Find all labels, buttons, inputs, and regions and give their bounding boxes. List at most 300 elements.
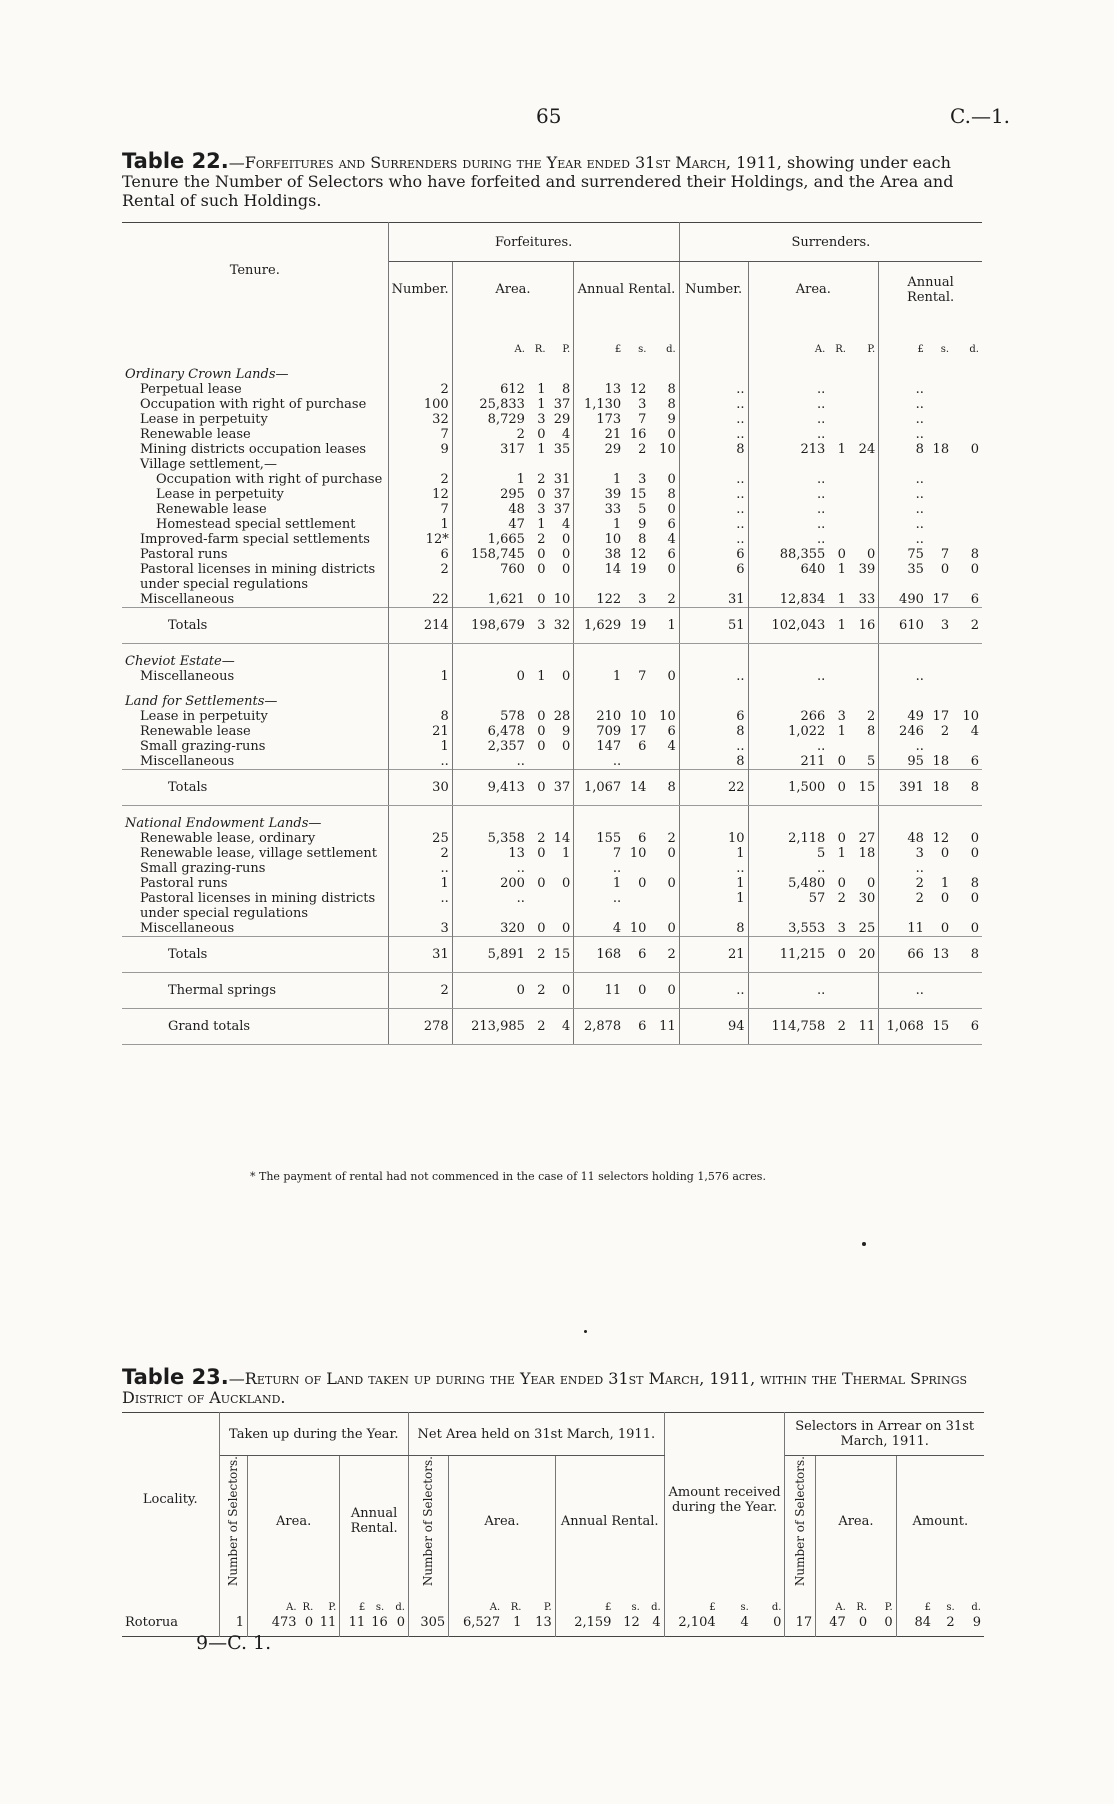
forfeit-area-header: Area. — [452, 262, 574, 318]
cell: 1 — [649, 607, 679, 643]
cell: .. — [817, 426, 826, 442]
cell: 8 — [549, 382, 574, 397]
unit-label: R. — [835, 343, 846, 355]
cell: 0 — [537, 591, 546, 607]
tenure-label: Occupation with right of purchase — [122, 472, 388, 487]
cell: 2 — [649, 936, 679, 972]
cell: 0 — [940, 890, 950, 906]
cell: 0 — [537, 561, 546, 577]
cell: 0 — [387, 1615, 408, 1637]
cell: 5 — [638, 501, 647, 517]
cell: 12 — [629, 546, 647, 562]
cell: 2,104 — [678, 1615, 716, 1631]
cell: 0 — [837, 753, 846, 769]
cell: 17 — [932, 708, 950, 724]
cell: .. — [915, 486, 924, 502]
cell — [927, 427, 952, 442]
cell — [624, 891, 649, 921]
cell: 1 — [537, 668, 546, 684]
cell: 1 — [513, 1615, 522, 1631]
cell: 1,629 — [574, 607, 624, 643]
cell: 0 — [970, 920, 979, 936]
tenure-label: Small grazing-runs — [122, 739, 388, 754]
cell: 0 — [549, 972, 574, 1008]
cell — [927, 643, 952, 669]
cell — [624, 861, 649, 876]
cell — [849, 427, 879, 442]
cell: 14 — [549, 831, 574, 846]
cell: 2 — [388, 972, 452, 1008]
cell: 9 — [649, 412, 679, 427]
cell: 12,834 — [779, 591, 826, 607]
cell: 13 — [604, 381, 622, 397]
tenure-label: Pastoral licenses in mining districts under special regulations — [122, 891, 388, 921]
cell: 0 — [649, 972, 679, 1008]
unit-pence: d. — [752, 1586, 785, 1615]
cell: 7 — [388, 502, 452, 517]
surrender-rental-header: Annual Rental. — [907, 274, 955, 305]
cell: 28 — [549, 709, 574, 724]
cell — [624, 684, 649, 709]
cell: .. — [679, 972, 748, 1008]
cell — [952, 805, 982, 831]
table-22-title — [122, 149, 982, 210]
cell: .. — [516, 753, 525, 769]
cell: 4 — [970, 723, 979, 739]
cell: 16 — [371, 1615, 388, 1631]
cell: 147 — [596, 738, 622, 754]
cell: 0 — [516, 668, 525, 684]
cell — [952, 502, 982, 517]
cell: 31 — [679, 592, 748, 608]
cell: 88,355 — [779, 546, 826, 562]
cell: 10 — [629, 845, 647, 861]
forfeitures-header: Forfeitures. — [388, 223, 679, 262]
cell — [624, 754, 649, 770]
cell: 0 — [940, 845, 950, 861]
cell: 1 — [537, 381, 546, 397]
cell: 3 — [638, 591, 647, 607]
cell: 1,130 — [583, 396, 622, 412]
cell: 9 — [972, 1615, 981, 1631]
cell: 2 — [388, 472, 452, 487]
cell: 13 — [508, 845, 525, 861]
net-rental-header: Annual Rental. — [555, 1456, 664, 1587]
units-row — [122, 318, 982, 357]
cell — [879, 684, 927, 709]
cell: 10 — [629, 708, 647, 724]
cell: 211 — [800, 753, 826, 769]
cell: 2 — [516, 426, 525, 442]
cell: .. — [915, 516, 924, 532]
totals-row — [122, 972, 982, 1008]
cell: 10 — [629, 920, 647, 936]
cell: 8,729 — [487, 411, 525, 427]
cell: 25 — [388, 831, 452, 846]
cell: .. — [679, 427, 748, 442]
cell: 246 — [899, 723, 924, 739]
cell: .. — [915, 860, 924, 876]
page-number: 65 — [536, 104, 562, 128]
cell: 6,478 — [487, 723, 525, 739]
arrear-area-header: Area. — [816, 1456, 896, 1587]
cell — [624, 643, 649, 669]
cell: .. — [817, 471, 826, 487]
units-row — [122, 1586, 984, 1615]
taken-selectors-header — [219, 1456, 247, 1587]
tenure-label: National Endowment Lands— — [122, 805, 388, 831]
cell: 8 — [649, 769, 679, 805]
unit-roods: R. — [510, 1602, 522, 1614]
cell: .. — [817, 860, 826, 876]
net-selectors-header — [408, 1456, 448, 1587]
tenure-label: Occupation with right of purchase — [122, 397, 388, 412]
table-row — [122, 397, 982, 412]
cell — [549, 754, 574, 770]
units-cell — [785, 1586, 816, 1615]
cell — [927, 805, 952, 831]
cell: 6,527 — [462, 1615, 501, 1631]
cell: 14 — [624, 769, 649, 805]
tenure-label: Renewable lease — [122, 502, 388, 517]
unit-acres: A. — [286, 1602, 297, 1614]
unit-label: d. — [649, 318, 679, 357]
tenure-label: Village settlement,— — [122, 457, 388, 472]
cell: 13 — [524, 1615, 555, 1637]
cell: 4 — [549, 1008, 574, 1044]
cell — [549, 643, 574, 669]
cell: 2 — [388, 382, 452, 397]
cell: 11 — [348, 1615, 366, 1631]
cell: 13 — [927, 936, 952, 972]
cell: 2 — [849, 709, 879, 724]
cell: 8 — [649, 382, 679, 397]
totals-row — [122, 607, 982, 643]
cell: 1 — [549, 846, 574, 861]
tenure-label: Miscellaneous — [122, 669, 388, 684]
table-22 — [122, 222, 982, 1045]
cell — [927, 972, 952, 1008]
cell — [927, 472, 952, 487]
cell — [828, 643, 849, 669]
cell: .. — [679, 669, 748, 684]
cell: 37 — [549, 502, 574, 517]
cell: 3,553 — [788, 920, 826, 936]
cell — [388, 357, 452, 382]
arrear-selectors-label: Number of Selectors. — [792, 1456, 807, 1587]
cell: 1 — [679, 846, 748, 861]
cell: 1 — [837, 561, 846, 577]
cell — [388, 643, 452, 669]
cell — [849, 412, 879, 427]
table-row — [122, 861, 982, 876]
table-23-number: Table 23. — [122, 1365, 229, 1389]
cell: 57 — [808, 890, 826, 906]
cell: 15 — [629, 486, 647, 502]
section-heading-row — [122, 357, 982, 382]
cell: .. — [915, 501, 924, 517]
tenure-label: Mining districts occupation leases — [122, 442, 388, 457]
tenure-label: Renewable lease, village settlement — [122, 846, 388, 861]
cell: 8 — [952, 769, 982, 805]
cell: 3 — [638, 471, 647, 487]
cell: 10 — [962, 708, 979, 724]
cell — [679, 684, 748, 709]
cell: 12 — [623, 1615, 640, 1631]
cell: 5,891 — [452, 936, 528, 972]
cell: 1 — [388, 669, 452, 684]
cell — [828, 669, 849, 684]
table-23-title — [122, 1365, 982, 1407]
totals-row — [122, 1008, 982, 1044]
cell: 214 — [388, 607, 452, 643]
cell: 2 — [915, 875, 924, 891]
cell: .. — [679, 532, 748, 547]
cell: 2,118 — [788, 830, 826, 846]
cell: 4 — [649, 739, 679, 754]
cell: 19 — [629, 561, 647, 577]
cell — [952, 412, 982, 427]
cell: 32 — [549, 607, 574, 643]
cell: 4 — [549, 427, 574, 442]
tenure-label: Land for Settlements— — [122, 684, 388, 709]
cell: 14 — [604, 561, 622, 577]
cell: 1 — [612, 516, 622, 532]
cell: 0 — [649, 876, 679, 891]
cell: .. — [516, 860, 525, 876]
unit-pounds: £ — [605, 1602, 612, 1614]
cell: 1,067 — [574, 769, 624, 805]
cell — [849, 805, 879, 831]
table-row — [122, 921, 982, 937]
cell: 0 — [837, 830, 846, 846]
taken-selectors-label: Number of Selectors. — [225, 1456, 240, 1587]
cell — [528, 861, 549, 876]
cell: 2,357 — [487, 738, 525, 754]
cell — [549, 357, 574, 382]
cell — [679, 643, 748, 669]
cell — [849, 357, 879, 382]
cell — [528, 357, 549, 382]
cell: .. — [915, 668, 924, 684]
cell: 37 — [549, 487, 574, 502]
units-cell — [679, 318, 748, 357]
cell — [528, 457, 549, 472]
cell: 10 — [649, 442, 679, 457]
tenure-label: Pastoral runs — [122, 876, 388, 891]
cell — [828, 502, 849, 517]
cell: 18 — [932, 753, 950, 769]
cell: 0 — [870, 1615, 896, 1637]
table-row — [122, 831, 982, 846]
cell: 4 — [643, 1615, 664, 1637]
cell: 158,745 — [471, 546, 525, 562]
cell — [952, 684, 982, 709]
unit-label: R. — [534, 343, 546, 355]
cell: 19 — [624, 607, 649, 643]
cell: 11 — [649, 1008, 679, 1044]
cell: 11 — [907, 920, 924, 936]
cell: 640 — [800, 561, 826, 577]
cell: 16 — [629, 426, 647, 442]
cell — [528, 754, 549, 770]
cell: 0 — [649, 562, 679, 592]
cell: 0 — [940, 561, 950, 577]
cell: 8 — [849, 724, 879, 739]
cell — [879, 643, 927, 669]
cell: 0 — [537, 920, 546, 936]
cell: 32 — [388, 412, 452, 427]
cell — [879, 357, 927, 382]
arrear-selectors-header — [785, 1456, 816, 1587]
cell: .. — [817, 516, 826, 532]
cell: 18 — [932, 441, 950, 457]
cell: 3 — [638, 396, 647, 412]
cell: 7 — [638, 411, 647, 427]
cell: 578 — [500, 708, 525, 724]
cell: 1 — [679, 891, 748, 921]
cell: 18 — [849, 846, 879, 861]
cell — [679, 357, 748, 382]
cell — [849, 643, 879, 669]
cell — [927, 412, 952, 427]
cell: 22 — [679, 769, 748, 805]
cell: .. — [679, 397, 748, 412]
cell: 8 — [679, 442, 748, 457]
tenure-label: Ordinary Crown Lands— — [122, 357, 388, 382]
cell — [879, 805, 927, 831]
tenure-header: Tenure. — [122, 223, 388, 318]
cell: 100 — [388, 397, 452, 412]
cell: 11 — [574, 972, 624, 1008]
cell: 473 — [271, 1615, 297, 1631]
cell: 709 — [596, 723, 622, 739]
table-row — [122, 517, 982, 532]
cell: 5,358 — [487, 830, 525, 846]
table-row — [122, 427, 982, 442]
cell: 2 — [537, 471, 546, 487]
cell — [679, 805, 748, 831]
cell: 0 — [649, 846, 679, 861]
cell: 8 — [679, 754, 748, 770]
cell: 20 — [849, 936, 879, 972]
unit-label: A. — [814, 343, 826, 355]
units-cell — [388, 318, 452, 357]
cell — [849, 861, 879, 876]
cell: 317 — [500, 441, 525, 457]
cell: 0 — [970, 830, 979, 846]
cell: 2 — [528, 972, 549, 1008]
cell — [927, 517, 952, 532]
cell: 6 — [649, 547, 679, 562]
cell — [528, 684, 549, 709]
cell — [649, 861, 679, 876]
cell: 2,878 — [574, 1008, 624, 1044]
cell: 1 — [388, 876, 452, 891]
footnote: * The payment of rental had not commenced in the case of 11 selectors holding 1,576 acres. — [250, 1170, 766, 1183]
cell: 1 — [612, 471, 622, 487]
arrear-amount-header: Amount. — [912, 1513, 969, 1529]
cell: 0 — [649, 502, 679, 517]
cell: 12* — [388, 532, 452, 547]
cell: 0 — [752, 1615, 785, 1637]
cell: 490 — [899, 591, 924, 607]
cell: 37 — [549, 397, 574, 412]
cell: 1,068 — [879, 1008, 927, 1044]
cell — [952, 382, 982, 397]
cell — [828, 861, 849, 876]
cell: 9 — [549, 724, 574, 739]
cell: 0 — [549, 532, 574, 547]
table-23 — [122, 1412, 984, 1637]
net-selectors-label: Number of Selectors. — [421, 1456, 436, 1587]
cell: 1 — [537, 441, 546, 457]
amount-received-header: Amount received during the Year. — [664, 1413, 785, 1587]
cell — [452, 643, 528, 669]
cell: 33 — [604, 501, 622, 517]
cell: 305 — [408, 1615, 448, 1637]
cell — [828, 412, 849, 427]
cell: 11,215 — [748, 936, 828, 972]
cell: 29 — [604, 441, 622, 457]
cell: .. — [817, 668, 826, 684]
unit-label: A. — [514, 343, 525, 355]
cell — [952, 532, 982, 547]
cell: 75 — [907, 546, 924, 562]
cell: 1,500 — [748, 769, 828, 805]
cell: 2 — [528, 1008, 549, 1044]
cell: 0 — [549, 921, 574, 937]
cell — [952, 669, 982, 684]
cell: 760 — [500, 561, 525, 577]
table-row — [122, 709, 982, 724]
cell: 213,985 — [452, 1008, 528, 1044]
cell: 3 — [537, 411, 546, 427]
cell: 1 — [388, 739, 452, 754]
cell: 1 — [537, 396, 546, 412]
unit-acres: A. — [489, 1602, 501, 1614]
cell: 35 — [549, 442, 574, 457]
table-row — [122, 442, 982, 457]
cell: 5 — [817, 845, 826, 861]
tenure-label: Grand totals — [122, 1008, 388, 1044]
cell: 1 — [612, 668, 622, 684]
cell: 2 — [638, 441, 647, 457]
cell: .. — [817, 381, 826, 397]
cell — [574, 457, 624, 472]
cell — [528, 891, 549, 921]
cell — [624, 357, 649, 382]
cell — [828, 397, 849, 412]
cell: 24 — [849, 442, 879, 457]
cell: 39 — [604, 486, 622, 502]
unit-label: d. — [969, 343, 979, 355]
cell — [849, 972, 879, 1008]
cell: 2 — [537, 531, 546, 547]
totals-row — [122, 769, 982, 805]
cell — [849, 457, 879, 472]
cell: .. — [388, 754, 452, 770]
cell: 84 — [914, 1615, 932, 1631]
cell — [828, 487, 849, 502]
table-row — [122, 592, 982, 608]
cell: 295 — [500, 486, 525, 502]
cell: .. — [679, 502, 748, 517]
cell: 4 — [649, 532, 679, 547]
net-area-col-header: Area. — [449, 1456, 556, 1587]
tenure-label: Pastoral licenses in mining districts under special regulations — [122, 562, 388, 592]
cell: 1,665 — [487, 531, 525, 547]
